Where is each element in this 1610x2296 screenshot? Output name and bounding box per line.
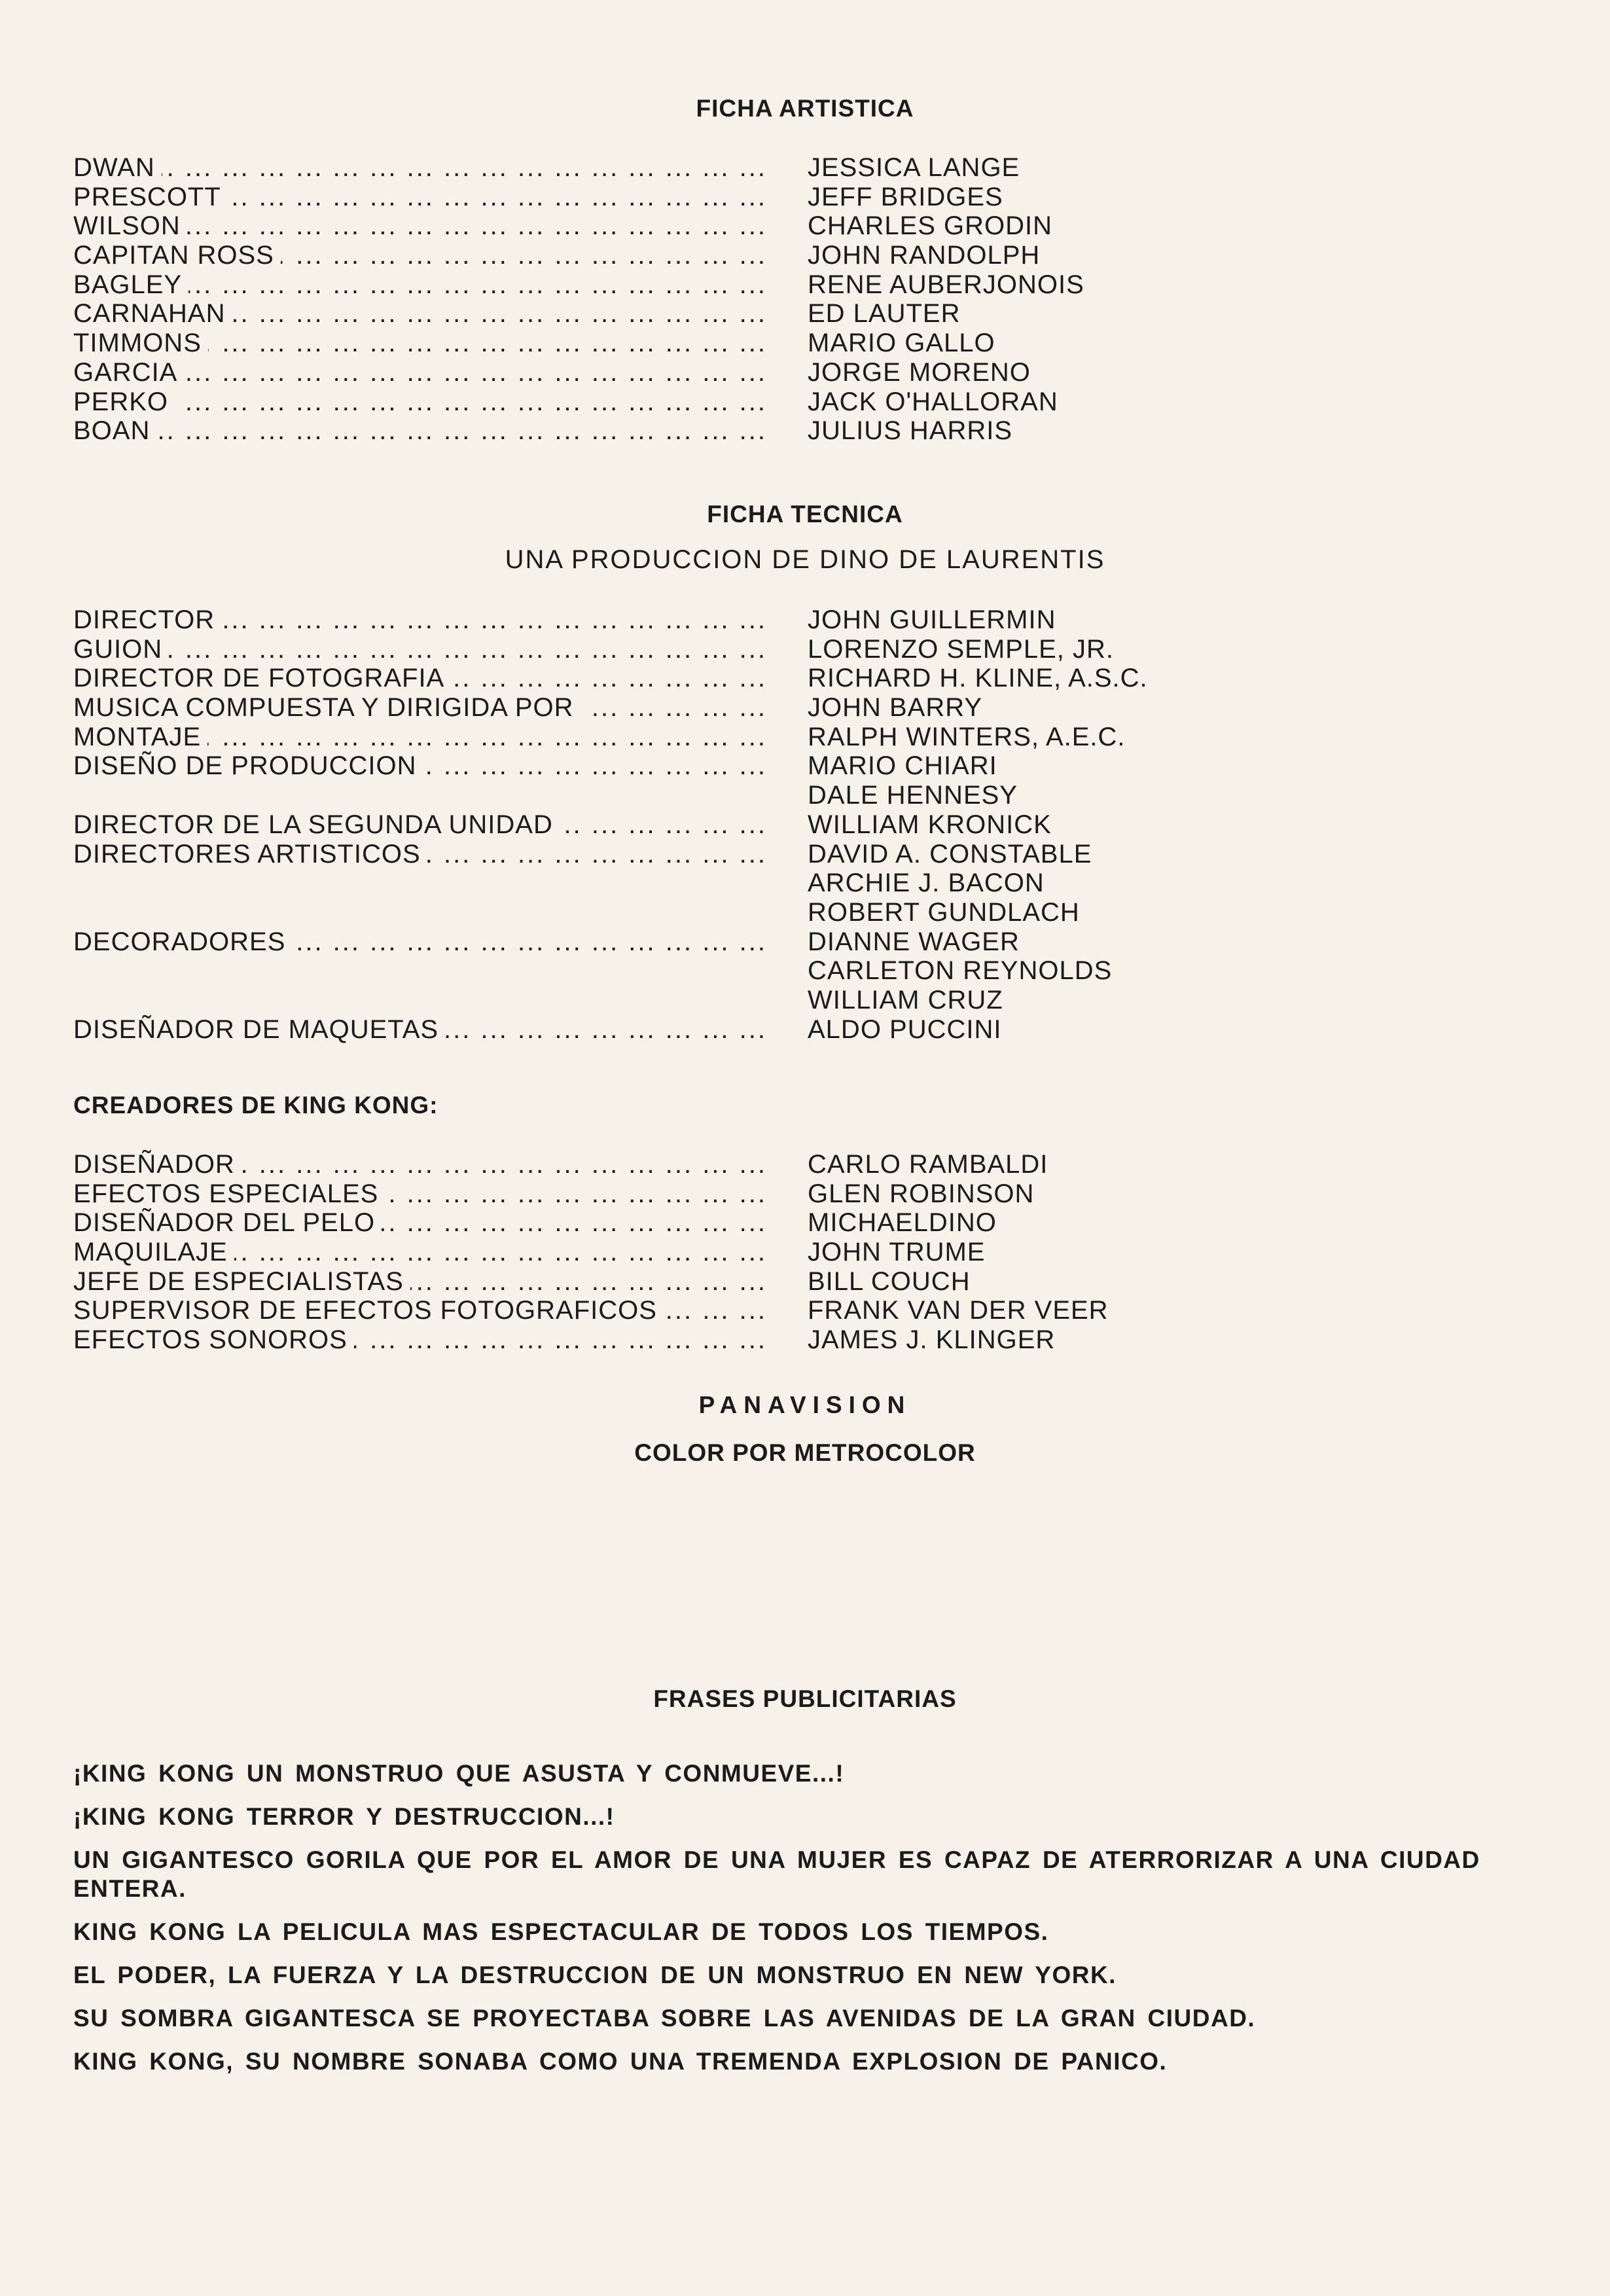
- credit-role-text: DISEÑO DE PRODUCCION: [73, 751, 423, 780]
- credit-row: [73, 605, 1448, 635]
- credit-role-text: DISEÑADOR DE MAQUETAS: [73, 1015, 445, 1044]
- credit-row: [73, 1238, 1448, 1267]
- credit-name: JORGE MORENO: [808, 357, 1031, 387]
- credit-role: [73, 635, 767, 664]
- credit-row: [73, 986, 1448, 1015]
- color-label: COLOR POR METROCOLOR: [634, 1439, 976, 1466]
- credit-role-text: DWAN: [73, 153, 162, 182]
- credit-row: [73, 299, 1448, 329]
- credit-name: RENE AUBERJONOIS: [808, 270, 1084, 299]
- credit-role-text: JEFE DE ESPECIALISTAS: [73, 1267, 410, 1296]
- credit-role: [73, 723, 767, 752]
- credit-row: [73, 927, 1448, 957]
- credit-row: [73, 1208, 1448, 1238]
- credit-role: [73, 153, 767, 183]
- credit-role-text: DIRECTOR DE FOTOGRAFIA: [73, 664, 451, 692]
- credit-role-text: EFECTOS SONOROS: [73, 1325, 354, 1354]
- credit-role-text: SUPERVISOR DE EFECTOS FOTOGRAFICOS: [73, 1296, 664, 1325]
- credit-role: [73, 1325, 767, 1355]
- credit-role: [73, 693, 767, 723]
- credit-row: [73, 358, 1448, 387]
- credit-role: [73, 1179, 767, 1209]
- credit-role: [73, 664, 767, 693]
- credit-name: CARLO RAMBALDI: [808, 1150, 1048, 1179]
- ficha-tecnica-title: FICHA TECNICA: [707, 501, 903, 528]
- slogan: UN GIGANTESCO GORILA QUE POR EL AMOR DE UNA MUJER ES CAPAZ DE ATERRORIZAR A UNA CIUDAD ENTERA.: [73, 1846, 1480, 1902]
- credit-name: DAVID A. CONSTABLE: [808, 839, 1092, 869]
- slogan: EL PODER, LA FUERZA Y LA DESTRUCCION DE UN MONSTRUO EN NEW YORK.: [73, 1962, 1117, 1988]
- credit-role: [73, 241, 767, 270]
- credit-name: JOHN BARRY: [808, 693, 983, 723]
- credit-role-text: BAGLEY: [73, 270, 188, 299]
- credit-name: JAMES J. KLINGER: [808, 1325, 1056, 1355]
- credit-role-text: MONTAJE: [73, 723, 207, 751]
- credit-name: ROBERT GUNDLACH: [808, 897, 1080, 927]
- credit-role: [73, 270, 767, 300]
- credit-role: [73, 927, 767, 957]
- credit-role: [73, 299, 767, 329]
- credit-row: [73, 956, 1448, 986]
- credit-row: [73, 693, 1448, 723]
- credit-name: JESSICA LANGE: [808, 153, 1020, 182]
- credit-role: [73, 183, 767, 212]
- credit-name: MICHAELDINO: [808, 1208, 997, 1238]
- credit-role: [73, 1150, 767, 1179]
- credit-role: [73, 751, 767, 781]
- credit-name: RALPH WINTERS, A.E.C.: [808, 722, 1126, 751]
- slogan: KING KONG LA PELICULA MAS ESPECTACULAR DE TODOS LOS TIEMPOS.: [73, 1918, 1049, 1945]
- credit-name: JOHN GUILLERMIN: [808, 605, 1056, 634]
- credit-role: [73, 211, 767, 241]
- credit-name: CARLETON REYNOLDS: [808, 956, 1113, 986]
- credit-row: [73, 781, 1448, 810]
- credit-role-text: DISEÑADOR: [73, 1150, 241, 1179]
- credit-row: [73, 416, 1448, 446]
- credit-row: [73, 270, 1448, 300]
- credit-role-text: DIRECTOR DE LA SEGUNDA UNIDAD: [73, 810, 560, 839]
- credit-role-text: DISEÑADOR DEL PELO: [73, 1208, 382, 1237]
- credit-name: DALE HENNESY: [808, 781, 1018, 810]
- creators-list: [73, 1150, 1448, 1355]
- credit-role: [73, 1296, 767, 1325]
- credit-role-text: EFECTOS ESPECIALES: [73, 1179, 385, 1208]
- slogan-list: [73, 1759, 1546, 2090]
- credit-row: [73, 1296, 1448, 1325]
- credit-role: [73, 416, 767, 446]
- credit-row: [73, 840, 1448, 869]
- credit-role: [73, 810, 767, 840]
- credit-role: [73, 1238, 767, 1267]
- credit-name: BILL COUCH: [808, 1266, 971, 1296]
- credit-row: [73, 635, 1448, 664]
- cast-list: [73, 153, 1448, 446]
- slogan: SU SOMBRA GIGANTESCA SE PROYECTABA SOBRE LAS AVENIDAS DE LA GRAN CIUDAD.: [73, 2005, 1256, 2032]
- credit-name: ED LAUTER: [808, 299, 961, 329]
- credit-row: [73, 1150, 1448, 1179]
- credit-name: MARIO GALLO: [808, 329, 995, 358]
- credit-name: WILLIAM KRONICK: [808, 810, 1052, 839]
- credit-role: [73, 387, 767, 417]
- credit-row: [73, 1179, 1448, 1209]
- credit-row: [73, 211, 1448, 241]
- credit-role: [73, 1208, 767, 1238]
- credit-role-text: MAQUILAJE: [73, 1238, 234, 1266]
- credit-row: [73, 1325, 1448, 1355]
- credit-row: [73, 1267, 1448, 1297]
- credit-role-text: GARCIA: [73, 358, 184, 387]
- credit-name: DIANNE WAGER: [808, 927, 1020, 956]
- ficha-artistica-title: FICHA ARTISTICA: [696, 95, 914, 122]
- credit-name: JOHN TRUME: [808, 1238, 986, 1267]
- credit-name: ALDO PUCCINI: [808, 1014, 1002, 1044]
- credit-name: RICHARD H. KLINE, A.S.C.: [808, 664, 1148, 693]
- credit-role: [73, 329, 767, 358]
- credit-row: [73, 1015, 1448, 1045]
- credit-row: [73, 387, 1448, 417]
- credit-role: [73, 1267, 767, 1297]
- crew-list: [73, 605, 1448, 1044]
- credit-name: JOHN RANDOLPH: [808, 241, 1041, 270]
- credit-row: [73, 723, 1448, 752]
- credit-row: [73, 810, 1448, 840]
- credit-role-text: PERKO: [73, 387, 175, 416]
- credit-row: [73, 241, 1448, 270]
- credit-row: [73, 153, 1448, 183]
- production-line: UNA PRODUCCION DE DINO DE LAURENTIS: [505, 545, 1105, 574]
- credit-role: [73, 605, 767, 635]
- panavision-label: PANAVISION: [698, 1391, 912, 1418]
- credit-name: LORENZO SEMPLE, JR.: [808, 634, 1114, 664]
- credit-row: [73, 183, 1448, 212]
- credit-name: MARIO CHIARI: [808, 751, 997, 781]
- credit-row: [73, 664, 1448, 693]
- credit-role: [73, 358, 767, 387]
- credit-row: [73, 751, 1448, 781]
- credit-role-text: MUSICA COMPUESTA Y DIRIGIDA POR: [73, 693, 581, 722]
- creadores-title: CREADORES DE KING KONG:: [73, 1092, 438, 1119]
- slogan: KING KONG, SU NOMBRE SONABA COMO UNA TREMENDA EXPLOSION DE PANICO.: [73, 2048, 1168, 2075]
- credit-row: [73, 329, 1448, 358]
- credit-role: [73, 1015, 767, 1045]
- credit-name: GLEN ROBINSON: [808, 1179, 1035, 1208]
- credit-row: [73, 869, 1448, 898]
- credit-role-text: GUION: [73, 635, 169, 664]
- credit-name: JULIUS HARRIS: [808, 416, 1013, 446]
- credit-name: JACK O'HALLORAN: [808, 387, 1058, 416]
- credit-name: CHARLES GRODIN: [808, 211, 1053, 241]
- credit-role-text: WILSON: [73, 211, 187, 240]
- credit-name: JEFF BRIDGES: [808, 182, 1003, 211]
- credit-role-text: CAPITAN ROSS: [73, 241, 281, 270]
- credit-role-text: TIMMONS: [73, 329, 208, 357]
- credit-role-text: DIRECTORES ARTISTICOS: [73, 840, 427, 869]
- credit-role-text: CARNAHAN: [73, 299, 232, 328]
- slogan: ¡KING KONG UN MONSTRUO QUE ASUSTA Y CONMUEVE...!: [73, 1760, 845, 1787]
- slogan: ¡KING KONG TERROR Y DESTRUCCION...!: [73, 1803, 615, 1830]
- credit-name: WILLIAM CRUZ: [808, 985, 1003, 1014]
- frases-title: FRASES PUBLICITARIAS: [653, 1685, 957, 1712]
- credit-role-text: BOAN: [73, 416, 156, 445]
- credit-name: ARCHIE J. BACON: [808, 869, 1045, 898]
- credit-name: FRANK VAN DER VEER: [808, 1296, 1109, 1325]
- credit-role-text: PRESCOTT: [73, 183, 228, 211]
- credit-role-text: DECORADORES: [73, 927, 292, 956]
- credit-row: [73, 898, 1448, 927]
- credit-role-text: DIRECTOR: [73, 605, 221, 634]
- credit-role: [73, 840, 767, 869]
